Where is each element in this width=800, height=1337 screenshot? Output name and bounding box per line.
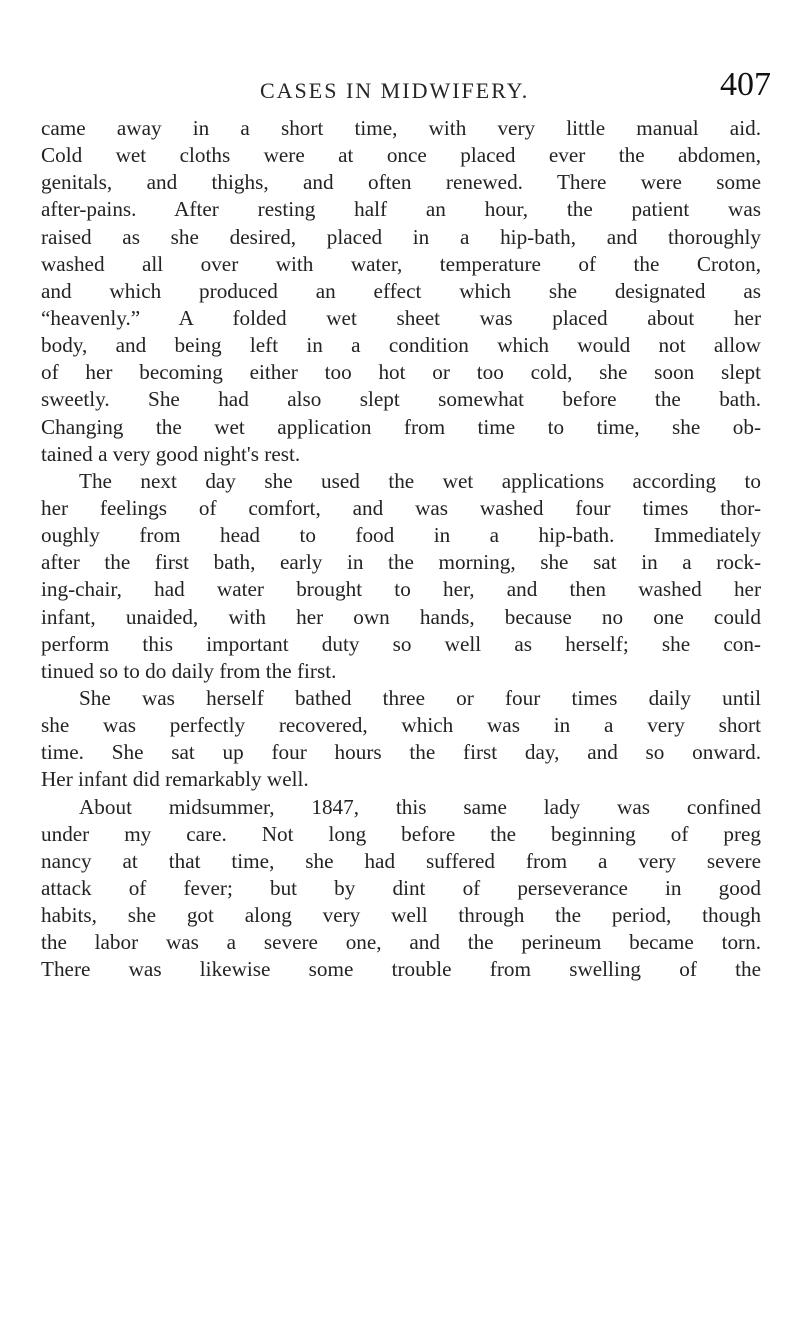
paragraph-start-line: About midsummer, 1847, this same lady was confined — [79, 794, 761, 819]
text-line: under my care. Not long before the beginning of preg — [41, 821, 761, 846]
text-line: washed all over with water, temperature of the Croton, — [41, 251, 761, 276]
text-line: perform this important duty so well as herself; she con- — [41, 631, 761, 656]
text-line: after the first bath, early in the morning, she sat in a rock- — [41, 550, 761, 575]
text-line: sweetly. She had also slept somewhat before the bath. — [41, 387, 761, 412]
page-number: 407 — [720, 66, 771, 103]
running-head: CASES IN MIDWIFERY. — [260, 78, 530, 103]
text-line: came away in a short time, with very little manual aid. — [41, 116, 761, 140]
text-line: oughly from head to food in a hip-bath. Immediately — [41, 523, 761, 548]
text-line: she was perfectly recovered, which was in a very short — [41, 713, 761, 738]
text-line: nancy at that time, she had suffered from a very severe — [41, 848, 761, 873]
text-line: her feelings of comfort, and was washed four times thor- — [41, 495, 761, 520]
text-line: body, and being left in a condition which would not allow — [41, 333, 761, 358]
text-line: raised as she desired, placed in a hip-bath, and thoroughly — [41, 224, 761, 249]
text-line: of her becoming either too hot or too cold, she soon slept — [41, 360, 761, 385]
text-line: “heavenly.” A folded wet sheet was placed about her — [41, 305, 761, 330]
text-line: ing-chair, had water brought to her, and then washed her — [41, 577, 761, 602]
text-line: infant, unaided, with her own hands, because no one could — [41, 604, 761, 629]
paragraph-end-line: Her infant did remarkably well. — [41, 767, 309, 792]
text-line: time. She sat up four hours the first day, and so onward. — [41, 740, 761, 765]
text-line: the labor was a severe one, and the perineum became torn. — [41, 930, 761, 955]
text-line: habits, she got along very well through the period, though — [41, 903, 761, 928]
text-line: There was likewise some trouble from swelling of the — [41, 957, 761, 982]
text-line: genitals, and thighs, and often renewed. There were some — [41, 170, 761, 195]
text-line: Changing the wet application from time to time, she ob- — [41, 414, 761, 439]
paragraph-start-line: She was herself bathed three or four times daily until — [79, 685, 761, 710]
paragraph-start-line: The next day she used the wet applications according to — [79, 468, 761, 493]
text-line: and which produced an effect which she designated as — [41, 278, 761, 303]
text-line: attack of fever; but by dint of perseverance in good — [41, 875, 761, 900]
text-line: Cold wet cloths were at once placed ever the abdomen, — [41, 143, 761, 168]
paragraph-end-line: tained a very good night's rest. — [41, 441, 301, 466]
text-line: after-pains. After resting half an hour, the patient was — [41, 197, 761, 222]
paragraph-end-line: tinued so to do daily from the first. — [41, 658, 337, 683]
body-text — [41, 115, 761, 984]
